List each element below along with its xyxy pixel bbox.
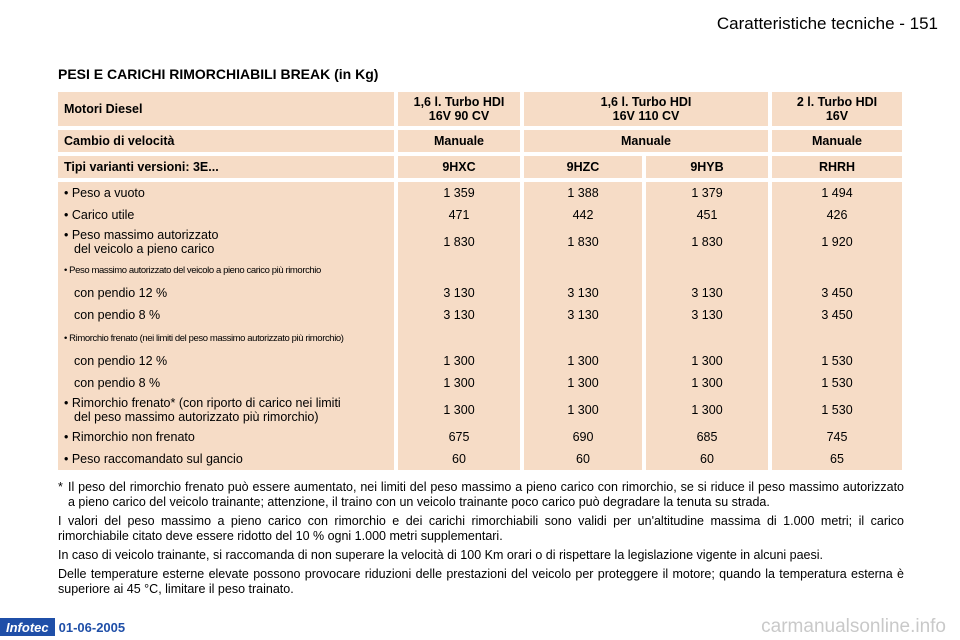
footer-date: 01-06-2005 bbox=[58, 619, 126, 635]
engine-3: 2 l. Turbo HDI 16V bbox=[772, 92, 902, 126]
table-row: • Peso a vuoto 1 359 1 388 1 379 1 494 bbox=[58, 182, 902, 204]
notes bbox=[58, 480, 904, 601]
table-row: • Peso massimo autorizzato del veicolo a pieno carico 1 830 1 830 1 830 1 920 bbox=[58, 226, 902, 258]
table-subheading: • Rimorchio frenato (nei limiti del peso massimo autorizzato più rimorchio) bbox=[58, 326, 902, 350]
watermark: carmanualsonline.info bbox=[761, 616, 946, 637]
gearbox-2: Manuale bbox=[524, 130, 772, 152]
engines-label: Motori Diesel bbox=[58, 92, 398, 126]
table-row: con pendio 12 % 1 300 1 300 1 300 1 530 bbox=[58, 350, 902, 372]
table-row: con pendio 8 % 3 130 3 130 3 130 3 450 bbox=[58, 304, 902, 326]
engines-row bbox=[58, 92, 902, 126]
footer bbox=[0, 618, 125, 636]
variant-3: 9HYB bbox=[646, 156, 772, 178]
note-speed: In caso di veicolo trainante, si raccomanda di non superare la velocità di 100 Km orari o di rispettare la legislazione vigente in alcuni paesi. bbox=[58, 548, 824, 562]
gearbox-3: Manuale bbox=[772, 130, 902, 152]
infotec-logo: Infotec bbox=[0, 618, 55, 636]
weights-table bbox=[58, 92, 902, 470]
variants-row bbox=[58, 156, 902, 178]
table-row: con pendio 8 % 1 300 1 300 1 300 1 530 bbox=[58, 372, 902, 394]
variants-label: Tipi varianti versioni: 3E... bbox=[58, 156, 398, 178]
section-title: PESI E CARICHI RIMORCHIABILI BREAK (in Kg) bbox=[58, 66, 379, 82]
table-subheading: • Peso massimo autorizzato del veicolo a pieno carico più rimorchio bbox=[58, 258, 902, 282]
gearbox-label: Cambio di velocità bbox=[58, 130, 398, 152]
table-row: • Peso raccomandato sul gancio 60 60 60 65 bbox=[58, 448, 902, 470]
table-row: • Carico utile 471 442 451 426 bbox=[58, 204, 902, 226]
engine-1: 1,6 l. Turbo HDI 16V 90 CV bbox=[398, 92, 524, 126]
gearbox-1: Manuale bbox=[398, 130, 524, 152]
note-altitude: I valori del peso massimo a pieno carico con rimorchio e dei carichi rimorchiabili sono validi per un'altitudine massima di 1.000 metri; il carico rimorchiabile citato deve essere ridotto del 10 % ogni 1.000 metri supplementari. bbox=[58, 514, 904, 543]
table-row: • Rimorchio non frenato 675 690 685 745 bbox=[58, 426, 902, 448]
variant-4: RHRH bbox=[772, 156, 902, 178]
variant-2: 9HZC bbox=[524, 156, 646, 178]
table-row: con pendio 12 % 3 130 3 130 3 130 3 450 bbox=[58, 282, 902, 304]
engine-2: 1,6 l. Turbo HDI 16V 110 CV bbox=[524, 92, 772, 126]
table-row: • Rimorchio frenato* (con riporto di carico nei limiti del peso massimo autorizzato più rimorchio) 1 300 1 300 1 300 1 530 bbox=[58, 394, 902, 426]
page-header: Caratteristiche tecniche - 151 bbox=[716, 14, 938, 33]
gearbox-row bbox=[58, 130, 902, 152]
variant-1: 9HXC bbox=[398, 156, 524, 178]
note-temperature: Delle temperature esterne elevate possono provocare riduzioni delle prestazioni del veicolo per proteggere il motore; quando la temperatura esterna è superiore ai 45 °C, limitare il peso trainato. bbox=[58, 567, 904, 596]
footnote: * Il peso del rimorchio frenato può essere aumentato, nei limiti del peso massimo a pieno carico con rimorchio, se si riduce il peso massimo autorizzato a pieno carico del veicolo trainante; attenzione, il traino con un veicolo trainante poco carico può degradare la tenuta su strada. bbox=[58, 480, 904, 509]
